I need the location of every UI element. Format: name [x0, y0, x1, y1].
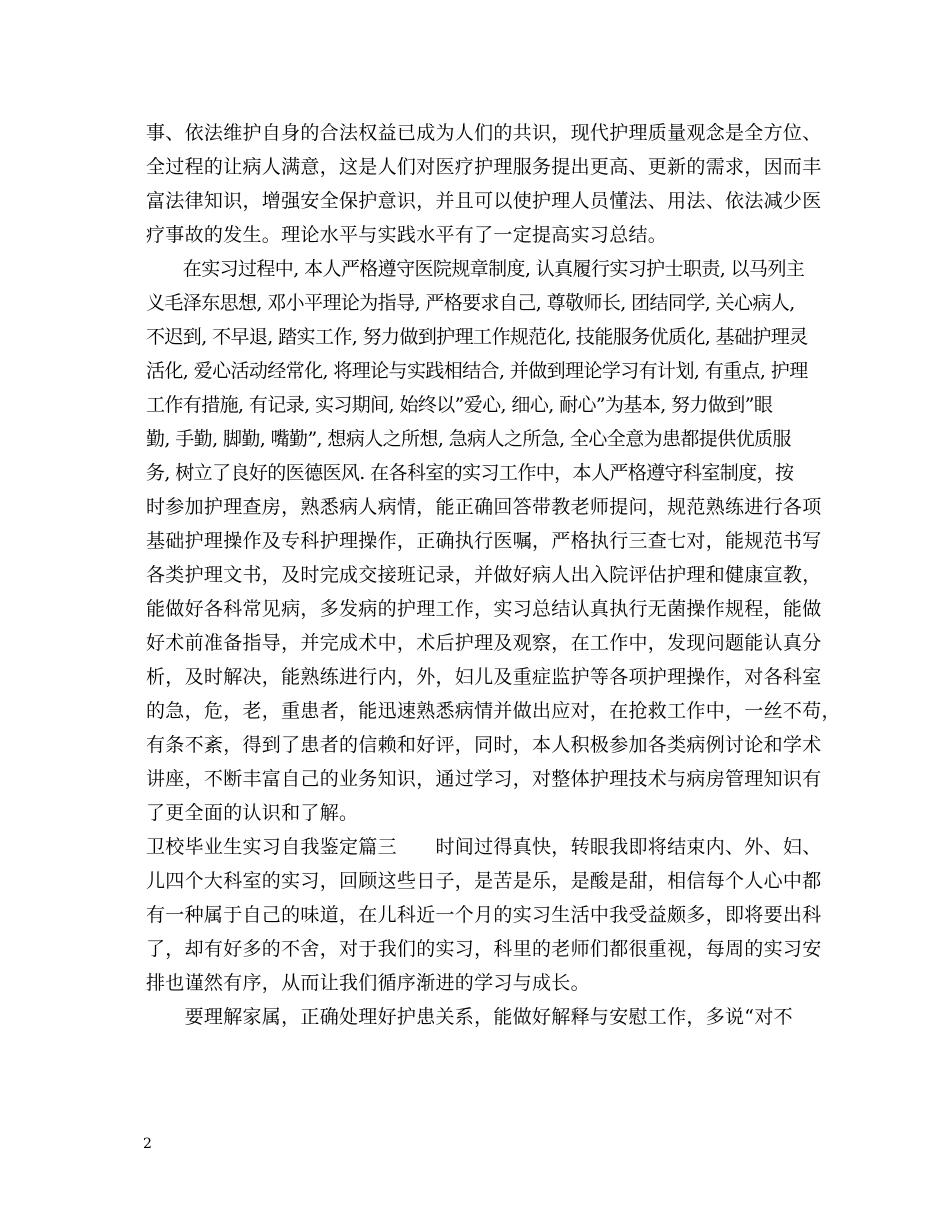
text-line: 排也谨然有序，从而让我们循序渐进的学习与成长。 — [146, 972, 590, 994]
text-line: 不迟到, 不早退, 踏实工作, 努力做到护理工作规范化, 技能服务优质化, 基础护理灵 — [146, 326, 808, 348]
section-heading-line: 卫校毕业生实习自我鉴定篇三 时间过得真快，转眼我即将结束内、外、妇、 — [146, 836, 822, 858]
text-line: 富法律知识，增强安全保护意识，并且可以使护理人员懂法、用法、依法减少医 — [146, 190, 822, 212]
text-line: 疗事故的发生。理论水平与实践水平有了一定提高实习总结。 — [146, 224, 668, 246]
text-line: 各类护理文书，及时完成交接班记录，并做好病人出入院评估护理和健康宣教， — [146, 564, 822, 586]
text-line: 有条不紊，得到了患者的信赖和好评，同时，本人积极参加各类病例讨论和学术 — [146, 734, 822, 756]
text-line: 事、依法维护自身的合法权益已成为人们的共识，现代护理质量观念是全方位、 — [146, 122, 822, 144]
text-line: 勤, 手勤, 脚勤, 嘴勤”, 想病人之所想, 急病人之所急, 全心全意为患都提供优质服 — [146, 428, 791, 450]
text-line: 全过程的让病人满意，这是人们对医疗护理服务提出更高、更新的需求，因而丰 — [146, 156, 822, 178]
text-line: 儿四个大科室的实习，回顾这些日子，是苦是乐，是酸是甜，相信每个人心中都 — [146, 870, 822, 892]
text-line: 要理解家属，正确处理好护患关系，能做好解释与安慰工作，多说“对不 — [146, 1006, 793, 1028]
text-line: 好术前准备指导，并完成术中，术后护理及观察，在工作中，发现问题能认真分 — [146, 632, 822, 654]
text-line: 基础护理操作及专科护理操作，正确执行医嘱，严格执行三查七对，能规范书写 — [146, 530, 822, 552]
text-line: 活化, 爱心活动经常化, 将理论与实践相结合, 并做到理论学习有计划, 有重点, 护理 — [146, 360, 808, 382]
text-line: 了更全面的认识和了解。 — [146, 802, 359, 824]
text-line: 务, 树立了良好的医德医风. 在各科室的实习工作中，本人严格遵守科室制度，按 — [146, 462, 794, 484]
text-line: 讲座，不断丰富自己的业务知识，通过学习，对整体护理技术与病房管理知识有 — [146, 768, 822, 790]
text-line: 能做好各科常见病，多发病的护理工作，实习总结认真执行无菌操作规程，能做 — [146, 598, 822, 620]
text-line: 时参加护理查房，熟悉病人病情，能正确回答带教老师提问，规范熟练进行各项 — [146, 496, 822, 518]
text-line: 的急，危，老，重患者，能迅速熟悉病情并做出应对，在抢救工作中，一丝不苟， — [146, 700, 841, 722]
page-number: 2 — [143, 1136, 152, 1152]
text-line: 了，却有好多的不舍，对于我们的实习，科里的老师们都很重视，每周的实习安 — [146, 938, 822, 960]
text-line: 有一种属于自己的味道，在儿科近一个月的实习生活中我受益颇多，即将要出科 — [146, 904, 822, 926]
body-text — [146, 116, 841, 1034]
text-line: 义毛泽东思想, 邓小平理论为指导, 严格要求自己, 尊敬师长, 团结同学, 关心病人, — [146, 292, 795, 314]
text-line: 在实习过程中, 本人严格遵守医院规章制度, 认真履行实习护士职责, 以马列主 — [146, 258, 805, 280]
text-line: 工作有措施, 有记录, 实习期间, 始终以”爱心, 细心, 耐心”为基本, 努力做到”眼 — [146, 394, 773, 416]
text-line: 析，及时解决，能熟练进行内，外，妇儿及重症监护等各项护理操作，对各科室 — [146, 666, 822, 688]
